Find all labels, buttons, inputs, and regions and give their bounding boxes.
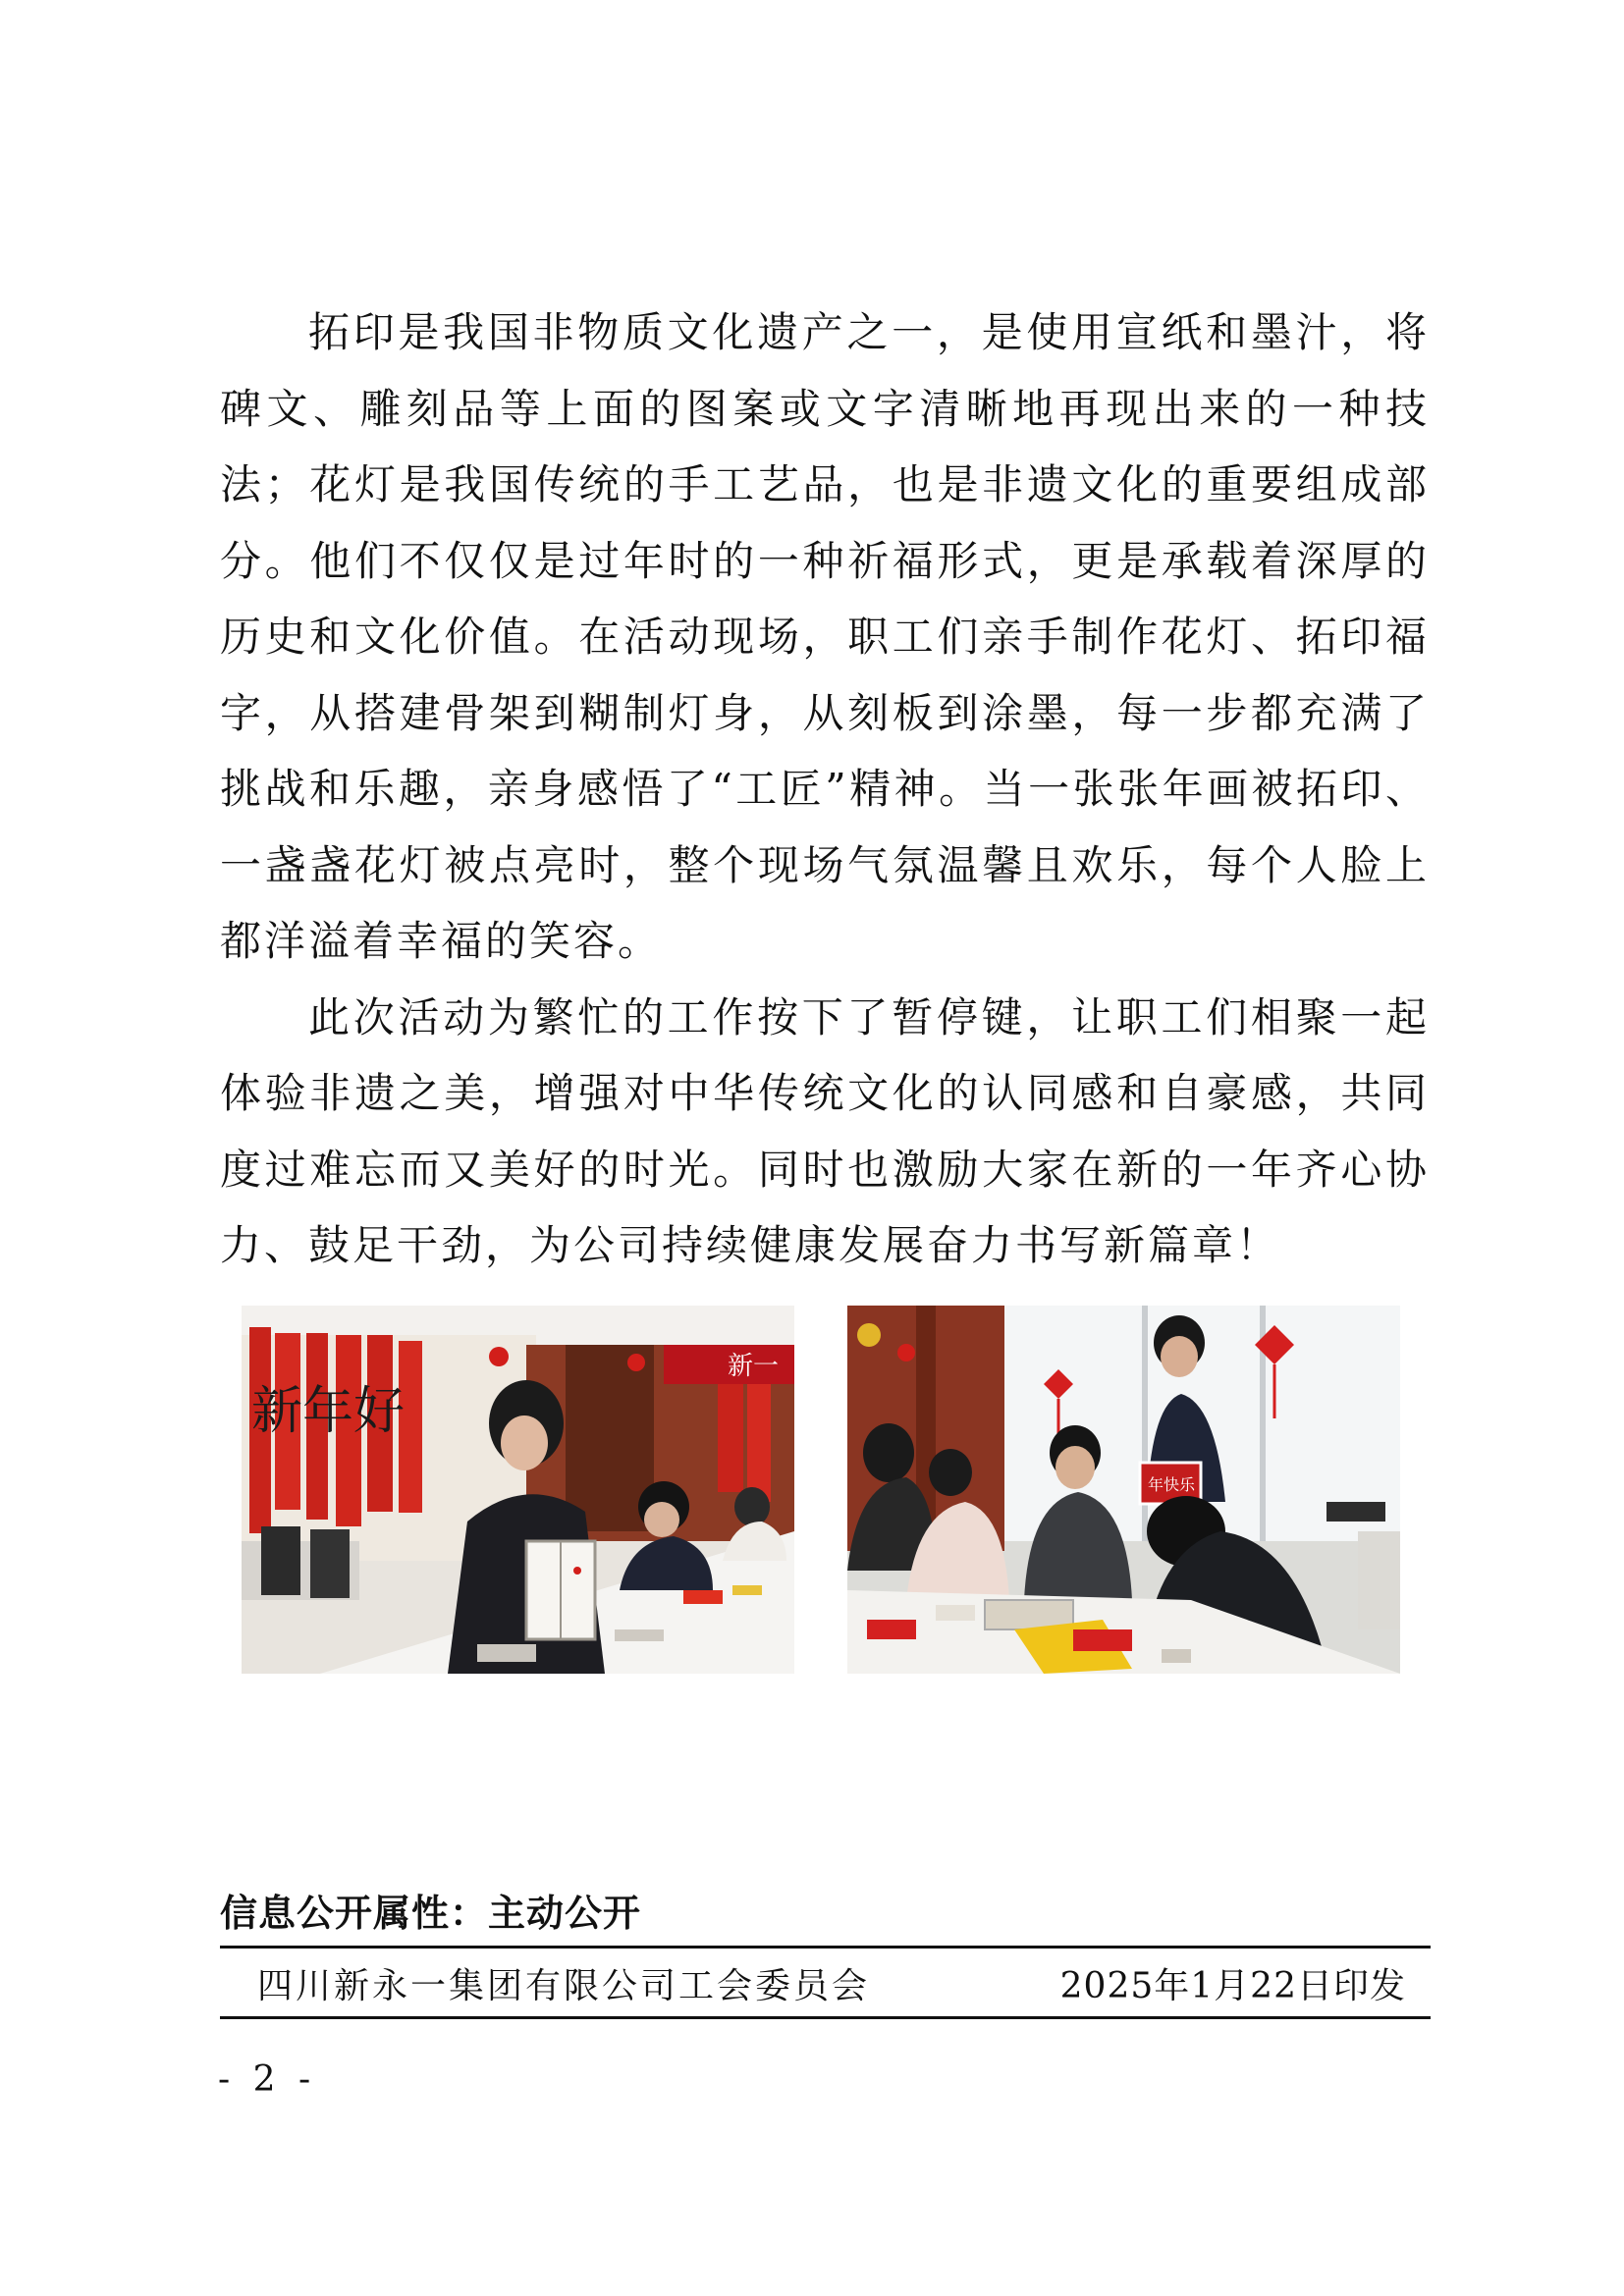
paragraph-1: 拓印是我国非物质文化遗产之一，是使用宣纸和墨汁，将碑文、雕刻品等上面的图案或文字清晰地再现出来的一种技法；花灯是我国传统的手工艺品，也是非遗文化的重要组成部分。他们不仅仅是过年时的一种祈福形式，更是承载着深厚的历史和文化价值。在活动现场，职工们亲手制作花灯、拓印福字，从搭建骨架到糊制灯身，从刻板到涂墨，每一步都充满了挑战和乐趣，亲身感悟了“工匠”精神。当一张张年画被拓印、一盏盏花灯被点亮时，整个现场气氛温馨且欢乐，每个人脸上都洋溢着幸福的笑容。 [220,308,1430,965]
footer-rule-top [220,1946,1431,1949]
photo-rubbing-image [847,1306,1400,1674]
disclosure-attribute: 信息公开属性：主动公开 [220,1892,642,1935]
photo-rubbing [847,1306,1400,1674]
photo-lantern-making-image [242,1306,794,1674]
banner-text: 新一 [728,1352,780,1381]
calligraphy-text: 新年好 [251,1382,406,1441]
photo-lantern-making [242,1306,794,1674]
issuer-name: 四川新永一集团有限公司工会委员会 [257,1966,871,2006]
page-number: - 2 - [218,2059,317,2100]
issue-date: 2025年1月22日印发 [1059,1966,1406,2006]
photo-row [242,1306,1404,1674]
body-text [220,294,1430,1284]
paragraph-2: 此次活动为繁忙的工作按下了暂停键，让职工们相聚一起体验非遗之美，增强对中华传统文化的认同感和自豪感，共同度过难忘而又美好的时光。同时也激励大家在新的一年齐心协力、鼓足干劲，为公司持续健康发展奋力书写新篇章！ [220,992,1430,1269]
sign-text: 年快乐 [1148,1475,1196,1494]
footer-rule-bottom [220,2016,1431,2019]
